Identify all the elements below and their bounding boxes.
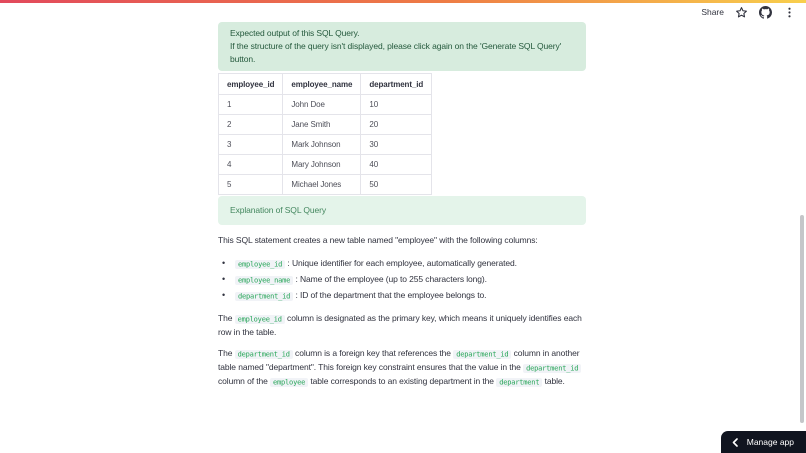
cell-employee-name: Mary Johnson (283, 155, 361, 175)
result-table (218, 73, 432, 195)
column-header: employee_name (283, 74, 361, 95)
foreign-key-paragraph: The department_id column is a foreign key that references the department_id column in another table named "department". This foreign key constraint ensures that the value in the department_id column of the employee table corresponds to an existing department in the department table. (218, 348, 580, 386)
overflow-menu-icon[interactable] (783, 6, 796, 19)
cell-department-id: 40 (361, 155, 432, 175)
table-row (219, 135, 432, 155)
app-content (218, 22, 586, 397)
primary-key-paragraph: The employee_id column is designated as the primary key, which means it uniquely identifies each row in the table. (218, 313, 582, 337)
alert-line-2: If the structure of the query isn't displayed, please click again on the 'Generate SQL Query' button. (230, 41, 562, 64)
cell-employee-name: Michael Jones (283, 175, 361, 195)
cell-department-id: 20 (361, 115, 432, 135)
alert-line-1: Expected output of this SQL Query. (230, 28, 360, 38)
chevron-left-icon (732, 438, 738, 447)
vertical-scrollbar-thumb[interactable] (800, 215, 804, 423)
cell-employee-id: 4 (219, 155, 283, 175)
cell-employee-name: John Doe (283, 95, 361, 115)
column-header: department_id (361, 74, 432, 95)
cell-department-id: 30 (361, 135, 432, 155)
cell-employee-id: 3 (219, 135, 283, 155)
cell-employee-name: Jane Smith (283, 115, 361, 135)
table-row (219, 175, 432, 195)
decoration-bar (0, 0, 806, 3)
manage-app-button[interactable] (721, 431, 806, 453)
cell-employee-id: 1 (219, 95, 283, 115)
share-button[interactable]: Share (701, 7, 724, 17)
cell-employee-name: Mark Johnson (283, 135, 361, 155)
table-row (219, 155, 432, 175)
table-header-row (219, 74, 432, 95)
explanation-title: Explanation of SQL Query (230, 205, 327, 215)
bullet-department-id: • department_id : ID of the department that the employee belongs to. (235, 289, 586, 303)
bullet-employee-id: • employee_id : Unique identifier for each employee, automatically generated. (235, 257, 586, 271)
cell-employee-id: 2 (219, 115, 283, 135)
columns-bullet-list (218, 257, 586, 303)
cell-employee-id: 5 (219, 175, 283, 195)
bullet-employee-name: • employee_name : Name of the employee (up to 255 characters long). (235, 273, 586, 287)
github-icon[interactable] (759, 6, 772, 19)
cell-department-id: 10 (361, 95, 432, 115)
expected-output-alert (218, 22, 586, 71)
cell-department-id: 50 (361, 175, 432, 195)
table-row (219, 115, 432, 135)
column-header: employee_id (219, 74, 283, 95)
star-icon[interactable] (735, 6, 748, 19)
explanation-alert (218, 196, 586, 225)
table-row (219, 95, 432, 115)
header-toolbar (701, 3, 796, 21)
manage-app-label: Manage app (746, 437, 794, 447)
intro-paragraph: This SQL statement creates a new table named "employee" with the following columns: (218, 235, 538, 245)
